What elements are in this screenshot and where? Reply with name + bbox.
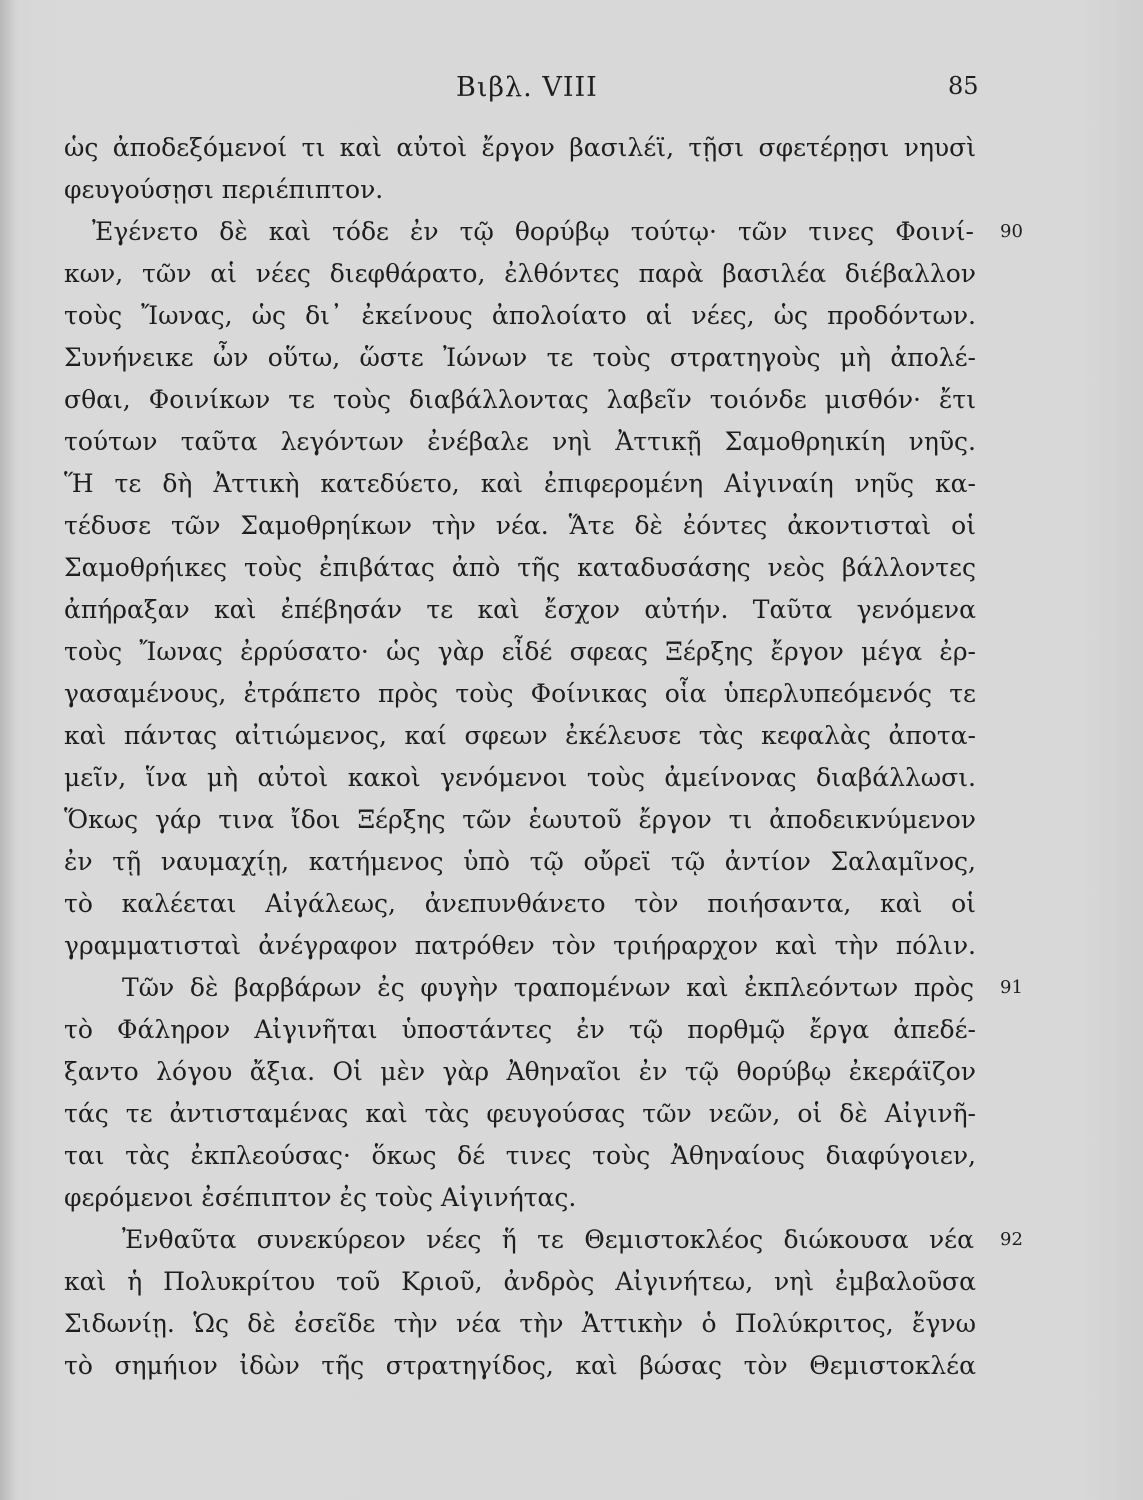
text-line: τὸ Φάληρον Αἰγινῆται ὑποστάντες ἐν τῷ πορθμῷ ἔργα ἀπεδέ-	[64, 1015, 976, 1044]
text-line: ξαντο λόγου ἄξια. Οἱ μὲν γὰρ Ἀθηναῖοι ἐν τῷ θορύβῳ ἐκεράϊζον	[64, 1057, 976, 1086]
text-line: καὶ ἡ Πολυκρίτου τοῦ Κριοῦ, ἀνδρὸς Αἰγινήτεω, νηὶ ἐμβαλοῦσα	[64, 1267, 976, 1296]
text-line: φευγούσῃσι περιέπιπτον.	[64, 175, 384, 204]
text-line: κων, τῶν αἱ νέες διεφθάρατο, ἐλθόντες παρὰ βασιλέα διέβαλλον	[64, 259, 976, 288]
text-line: Τῶν δὲ βαρβάρων ἐς φυγὴν τραπομένων καὶ ἐκπλεόντων πρὸς	[122, 973, 974, 1002]
section-number: 91	[1000, 977, 1023, 998]
text-line: γραμματισταὶ ἀνέγραφον πατρόθεν τὸν τριήραρχον καὶ τὴν πόλιν.	[64, 931, 976, 960]
text-line: Ἐνθαῦτα συνεκύρεον νέες ἥ τε Θεμιστοκλέος διώκουσα νέα	[122, 1225, 974, 1254]
text-line: ὡς ἀποδεξόμενοί τι καὶ αὐτοὶ ἔργον βασιλέϊ, τῇσι σφετέρῃσι νηυσὶ	[64, 133, 976, 162]
text-line: τοὺς Ἴωνας ἐρρύσατο· ὡς γὰρ εἶδέ σφεας Ξέρξης ἔργον μέγα ἐρ-	[64, 637, 976, 666]
text-line: Ἐγένετο δὲ καὶ τόδε ἐν τῷ θορύβῳ τούτῳ· τῶν τινες Φοινί-	[92, 217, 974, 246]
text-line: τὸ σημήιον ἰδὼν τῆς στρατηγίδος, καὶ βώσας τὸν Θεμιστοκλέα	[64, 1351, 976, 1380]
text-line: τούτων ταῦτα λεγόντων ἐνέβαλε νηὶ Ἀττικῇ Σαμοθρηικίη νηῦς.	[64, 427, 976, 456]
text-line: τοὺς Ἴωνας, ὡς δι᾽ ἐκείνους ἀπολοίατο αἱ νέες, ὡς προδόντων.	[64, 301, 976, 330]
running-title: Βιβλ. VIII	[456, 72, 598, 103]
text-line: γασαμένους, ἐτράπετο πρὸς τοὺς Φοίνικας οἷα ὑπερλυπεόμενός τε	[64, 679, 976, 708]
text-line: Συνήνεικε ὦν οὕτω, ὥστε Ἰώνων τε τοὺς στρατηγοὺς μὴ ἀπολέ-	[64, 343, 976, 372]
text-line: ἐν τῇ ναυμαχίῃ, κατήμενος ὑπὸ τῷ οὔρεϊ τῷ ἀντίον Σαλαμῖνος,	[64, 847, 976, 876]
text-line: ἀπήραξαν καὶ ἐπέβησάν τε καὶ ἔσχον αὐτήν. Ταῦτα γενόμενα	[64, 595, 976, 624]
text-line: Σιδωνίῃ. Ὡς δὲ ἐσεῖδε τὴν νέα τὴν Ἀττικὴν ὁ Πολύκριτος, ἔγνω	[64, 1309, 976, 1338]
text-line: ται τὰς ἐκπλεούσας· ὅκως δέ τινες τοὺς Ἀθηναίους διαφύγοιεν,	[64, 1141, 976, 1170]
text-line: Σαμοθρήικες τοὺς ἐπιβάτας ἀπὸ τῆς καταδυσάσης νεὸς βάλλοντες	[64, 553, 976, 582]
page-header	[0, 72, 1143, 112]
section-number: 92	[1000, 1229, 1023, 1250]
text-line: τὸ καλέεται Αἰγάλεως, ἀνεπυνθάνετο τὸν ποιήσαντα, καὶ οἱ	[64, 889, 976, 918]
page-number: 85	[948, 72, 979, 100]
text-line: φερόμενοι ἐσέπιπτον ἐς τοὺς Αἰγινήτας.	[64, 1183, 577, 1212]
text-line: Ἥ τε δὴ Ἀττικὴ κατεδύετο, καὶ ἐπιφερομένη Αἰγιναίη νηῦς κα-	[64, 469, 976, 498]
text-line: τέδυσε τῶν Σαμοθρηίκων τὴν νέα. Ἅτε δὲ ἐόντες ἀκοντισταὶ οἱ	[64, 511, 976, 540]
text-line: καὶ πάντας αἰτιώμενος, καί σφεων ἐκέλευσε τὰς κεφαλὰς ἀποτα-	[64, 721, 976, 750]
text-line: τάς τε ἀντισταμένας καὶ τὰς φευγούσας τῶν νεῶν, οἱ δὲ Αἰγινῆ-	[64, 1099, 976, 1128]
page-gutter	[0, 0, 14, 1500]
text-line: σθαι, Φοινίκων τε τοὺς διαβάλλοντας λαβεῖν τοιόνδε μισθόν· ἔτι	[64, 385, 976, 414]
section-number: 90	[1000, 221, 1023, 242]
text-line: μεῖν, ἵνα μὴ αὐτοὶ κακοὶ γενόμενοι τοὺς ἀμείνονας διαβάλλωσι.	[64, 763, 976, 792]
text-line: Ὅκως γάρ τινα ἴδοι Ξέρξης τῶν ἑωυτοῦ ἔργον τι ἀποδεικνύμενον	[64, 805, 976, 834]
